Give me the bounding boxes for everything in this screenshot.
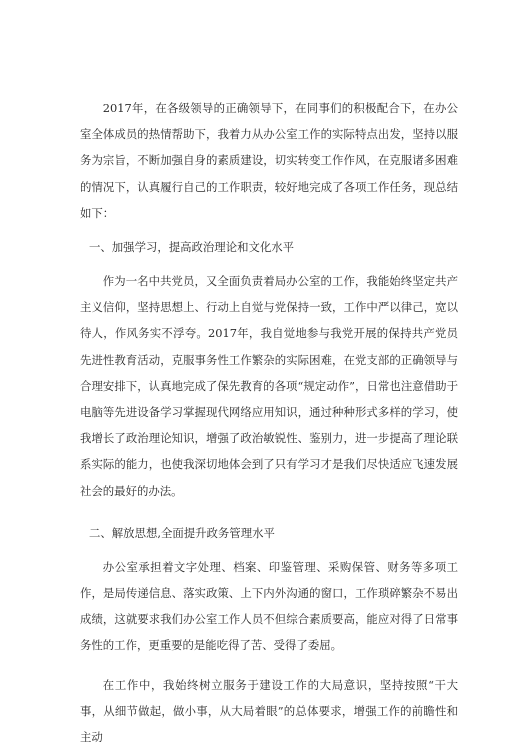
section-1-paragraph: 作为一名中共党员，又全面负责着局办公室的工作，我能始终坚定共产主义信仰，坚持思想上、行动上自觉与党保持一致，工作中严以律己，宽以待人，作风务实不浮夸。2017年，我自觉地参与我党开展的保持共产党员先进性教育活动，克服事务性工作繁杂的实际困难，在党支部的正确领导与合理安排下，认真地完成了保先教育的各项“规定动作”，日常也注意借助于电脑等先进设备学习掌握现代网络应用知识，通过种种形式多样的学习，使我增长了政治理论知识，增强了政治敏锐性、鉴别力，进一步提高了理论联系实际的能力，也使我深切地体会到了只有学习才是我们尽快适应飞速发展社会的最好的办法。 <box>80 274 458 498</box>
section-2-heading: 二、解放思想,全面提升政务管理水平 <box>89 525 275 540</box>
document-body <box>80 95 458 750</box>
intro-paragraph: 2017年，在各级领导的正确领导下，在同事们的积极配合下，在办公室全体成员的热情帮助下，我着力从办公室工作的实际特点出发，坚持以服务为宗旨，不断加强自身的素质建设，切实转变工作作风，在克服诸多困难的情况下，认真履行自己的工作职责，较好地完成了各项工作任务，现总结如下： <box>80 101 458 220</box>
section-1-heading: 一、加强学习，提高政治理论和文化水平 <box>89 240 295 255</box>
section-2-paragraph-2: 在工作中，我始终树立服务于建设工作的大局意识，坚持按照“干大事，从细节做起，做小事，从大局着眼”的总体要求，增强工作的前瞻性和主动 <box>80 677 458 745</box>
section-2-paragraph-1: 办公室承担着文字处理、档案、印鉴管理、采购保管、财务等多项工作，是局传递信息、落实政策、上下内外沟通的窗口，工作琐碎繁杂不易出成绩，这就要求我们办公室工作人员不但综合素质要高，能应对得了日常事务性的工作，更重要的是能吃得了苦、受得了委屈。 <box>80 559 458 653</box>
